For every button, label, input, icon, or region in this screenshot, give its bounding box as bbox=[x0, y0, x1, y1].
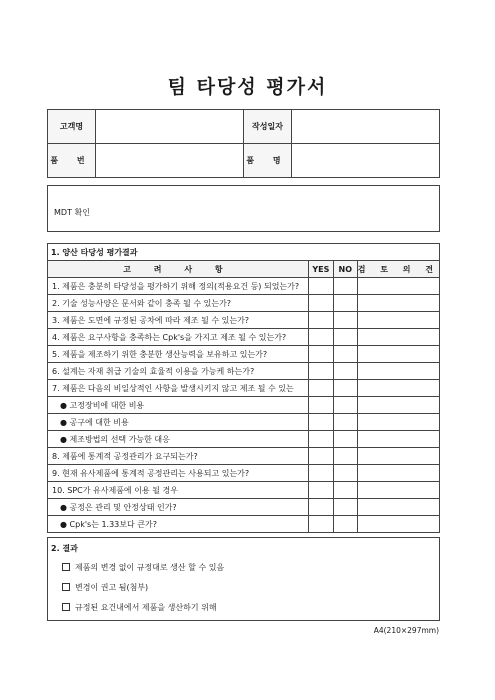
review-cell[interactable] bbox=[357, 312, 439, 329]
no-cell[interactable] bbox=[333, 397, 357, 414]
no-cell[interactable] bbox=[333, 516, 357, 533]
date-field[interactable] bbox=[292, 110, 440, 144]
evaluation-row bbox=[48, 499, 440, 516]
header-review: 검 토 의 견 bbox=[357, 261, 439, 278]
yes-cell[interactable] bbox=[308, 516, 333, 533]
part-name-label: 품 명 bbox=[244, 144, 292, 178]
customer-field[interactable] bbox=[96, 110, 244, 144]
header-no: NO bbox=[333, 261, 357, 278]
checkbox-icon[interactable] bbox=[62, 583, 70, 591]
no-cell[interactable] bbox=[333, 346, 357, 363]
result-option-label: 제품의 변경 없이 규정대로 생산 할 수 있음 bbox=[75, 563, 225, 572]
evaluation-row bbox=[48, 431, 440, 448]
review-cell[interactable] bbox=[357, 329, 439, 346]
no-cell[interactable] bbox=[333, 499, 357, 516]
document-title: 팀 타당성 평가서 bbox=[167, 76, 328, 98]
evaluation-row bbox=[48, 295, 440, 312]
review-cell[interactable] bbox=[357, 363, 439, 380]
no-cell[interactable] bbox=[333, 380, 357, 397]
result-box bbox=[47, 537, 440, 621]
customer-label: 고객명 bbox=[48, 110, 96, 144]
part-number-field[interactable] bbox=[96, 144, 244, 178]
evaluation-row bbox=[48, 380, 440, 397]
evaluation-row bbox=[48, 278, 440, 295]
evaluation-row bbox=[48, 414, 440, 431]
review-cell[interactable] bbox=[357, 482, 439, 499]
review-cell[interactable] bbox=[357, 397, 439, 414]
yes-cell[interactable] bbox=[308, 380, 333, 397]
header-item: 고 려 사 항 bbox=[48, 261, 309, 278]
checkbox-icon[interactable] bbox=[62, 603, 70, 611]
no-cell[interactable] bbox=[333, 329, 357, 346]
review-cell[interactable] bbox=[357, 380, 439, 397]
date-label: 작성일자 bbox=[244, 110, 292, 144]
yes-cell[interactable] bbox=[308, 312, 333, 329]
review-cell[interactable] bbox=[357, 346, 439, 363]
evaluation-item: 2. 기술 성능사양은 문서와 같이 충족 될 수 있는가? bbox=[48, 295, 309, 312]
evaluation-row bbox=[48, 482, 440, 499]
no-cell[interactable] bbox=[333, 363, 357, 380]
yes-cell[interactable] bbox=[308, 465, 333, 482]
no-cell[interactable] bbox=[333, 431, 357, 448]
review-cell[interactable] bbox=[357, 295, 439, 312]
part-number-label: 품 번 bbox=[48, 144, 96, 178]
yes-cell[interactable] bbox=[308, 499, 333, 516]
evaluation-table bbox=[47, 243, 440, 533]
review-cell[interactable] bbox=[357, 431, 439, 448]
evaluation-subitem: ● 고정장비에 대한 비용 bbox=[48, 397, 309, 414]
evaluation-item: 7. 제품은 다음의 비일상적인 사항을 발생시키지 않고 제조 될 수 있는 bbox=[48, 380, 309, 397]
info-table bbox=[47, 109, 440, 178]
review-cell[interactable] bbox=[357, 465, 439, 482]
evaluation-row bbox=[48, 397, 440, 414]
result-option-1[interactable] bbox=[62, 562, 224, 573]
result-option-2[interactable] bbox=[62, 582, 148, 593]
result-title: 2. 결과 bbox=[51, 544, 78, 553]
yes-cell[interactable] bbox=[308, 482, 333, 499]
yes-cell[interactable] bbox=[308, 431, 333, 448]
no-cell[interactable] bbox=[333, 448, 357, 465]
result-option-label: 규정된 요건내에서 제품을 생산하기 위해 bbox=[75, 603, 217, 612]
evaluation-subitem: ● 공정은 관리 및 안정상태 인가? bbox=[48, 499, 309, 516]
review-cell[interactable] bbox=[357, 516, 439, 533]
evaluation-item: 8. 제품에 통계적 공정관리가 요구되는가? bbox=[48, 448, 309, 465]
evaluation-subitem: ● Cpk's는 1.33보다 큰가? bbox=[48, 516, 309, 533]
evaluation-row bbox=[48, 346, 440, 363]
yes-cell[interactable] bbox=[308, 295, 333, 312]
no-cell[interactable] bbox=[333, 465, 357, 482]
evaluation-item: 5. 제품을 제조하기 위한 충분한 생산능력을 보유하고 있는가? bbox=[48, 346, 309, 363]
yes-cell[interactable] bbox=[308, 329, 333, 346]
mdt-box bbox=[47, 185, 440, 232]
evaluation-item: 6. 설계는 자재 취급 기술의 효율적 이용을 가능케 하는가? bbox=[48, 363, 309, 380]
result-option-3[interactable] bbox=[62, 602, 217, 613]
no-cell[interactable] bbox=[333, 312, 357, 329]
yes-cell[interactable] bbox=[308, 363, 333, 380]
yes-cell[interactable] bbox=[308, 346, 333, 363]
evaluation-row bbox=[48, 465, 440, 482]
evaluation-section-title: 1. 양산 타당성 평가결과 bbox=[48, 244, 440, 261]
evaluation-item: 3. 제품은 도면에 규정된 공차에 따라 제조 될 수 있는가? bbox=[48, 312, 309, 329]
review-cell[interactable] bbox=[357, 448, 439, 465]
yes-cell[interactable] bbox=[308, 278, 333, 295]
checkbox-icon[interactable] bbox=[62, 563, 70, 571]
paper-size-note: A4(210×297mm) bbox=[373, 626, 439, 635]
no-cell[interactable] bbox=[333, 482, 357, 499]
yes-cell[interactable] bbox=[308, 397, 333, 414]
mdt-label: MDT 확인 bbox=[54, 208, 90, 217]
yes-cell[interactable] bbox=[308, 448, 333, 465]
evaluation-item: 1. 제품은 충분히 타당성을 평가하기 위해 정의(적용요건 등) 되었는가? bbox=[48, 278, 309, 295]
no-cell[interactable] bbox=[333, 295, 357, 312]
evaluation-subitem: ● 제조방법의 선택 가능한 대응 bbox=[48, 431, 309, 448]
review-cell[interactable] bbox=[357, 414, 439, 431]
evaluation-row bbox=[48, 363, 440, 380]
result-option-label: 변경이 권고 됨(첨부) bbox=[75, 583, 149, 592]
header-yes: YES bbox=[308, 261, 333, 278]
review-cell[interactable] bbox=[357, 278, 439, 295]
yes-cell[interactable] bbox=[308, 414, 333, 431]
review-cell[interactable] bbox=[357, 499, 439, 516]
evaluation-item: 9. 현재 유사제품에 통계적 공정관리는 사용되고 있는가? bbox=[48, 465, 309, 482]
evaluation-row bbox=[48, 516, 440, 533]
no-cell[interactable] bbox=[333, 278, 357, 295]
evaluation-item: 10. SPC가 유사제품에 이용 될 경우 bbox=[48, 482, 309, 499]
evaluation-row bbox=[48, 448, 440, 465]
evaluation-subitem: ● 공구에 대한 비용 bbox=[48, 414, 309, 431]
evaluation-row bbox=[48, 312, 440, 329]
no-cell[interactable] bbox=[333, 414, 357, 431]
part-name-field[interactable] bbox=[292, 144, 440, 178]
evaluation-item: 4. 제품은 요구사항을 충족하는 Cpk's을 가지고 제조 될 수 있는가? bbox=[48, 329, 309, 346]
evaluation-row bbox=[48, 329, 440, 346]
